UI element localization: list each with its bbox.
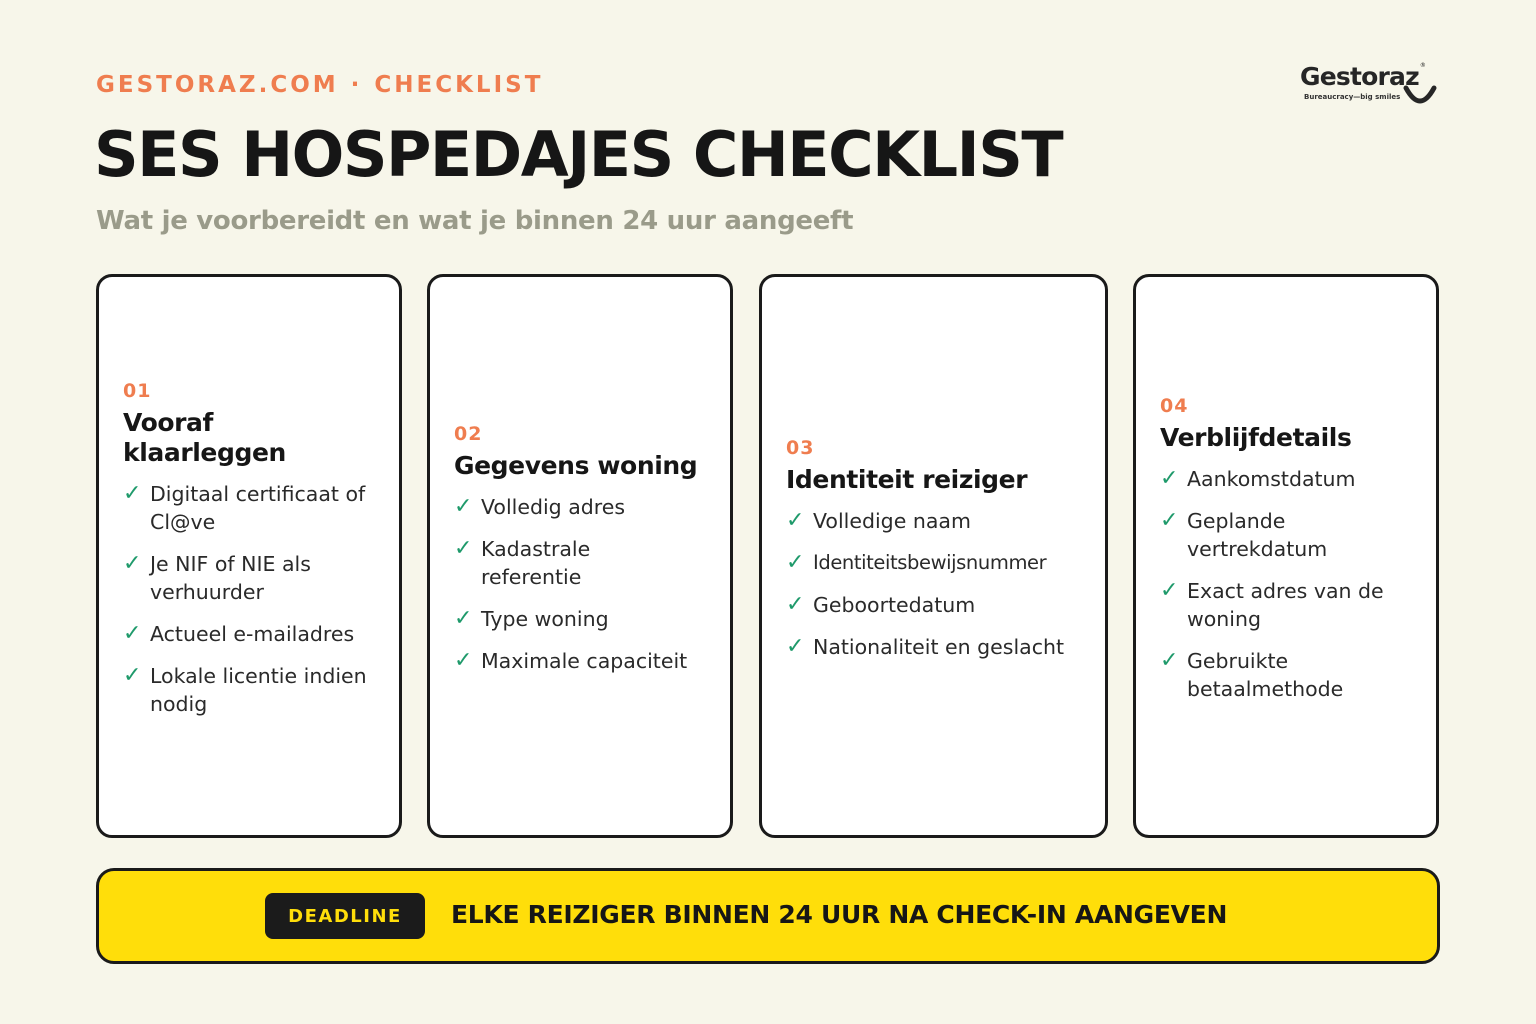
checklist-item-text: Geboortedatum bbox=[813, 593, 976, 617]
logo-registered-mark: ® bbox=[1419, 62, 1426, 69]
checklist-item bbox=[786, 591, 1091, 619]
logo-wordmark: Gestoraz bbox=[1300, 62, 1419, 91]
card-number: 04 bbox=[1160, 395, 1189, 417]
checklist-item bbox=[1160, 465, 1422, 493]
checklist-item bbox=[454, 535, 716, 591]
checklist-item-text: Aankomstdatum bbox=[1187, 467, 1356, 491]
check-icon: ✓ bbox=[1160, 578, 1179, 603]
eyebrow-site: GESTORAZ.COM bbox=[96, 72, 339, 98]
checklist-item bbox=[786, 507, 1091, 535]
checklist-item bbox=[454, 605, 716, 633]
checklist bbox=[454, 493, 716, 675]
checklist-item bbox=[1160, 577, 1422, 633]
checklist-item-text: Maximale capaciteit bbox=[481, 649, 688, 673]
checklist-item bbox=[454, 647, 716, 675]
logo-tagline: Bureaucracy—big smiles bbox=[1304, 93, 1401, 101]
checklist bbox=[123, 480, 385, 718]
check-icon: ✓ bbox=[123, 621, 142, 646]
checklist-item-text: Je NIF of NIE als verhuurder bbox=[150, 552, 311, 604]
check-icon: ✓ bbox=[1160, 648, 1179, 673]
check-icon: ✓ bbox=[123, 551, 142, 576]
deadline-banner bbox=[96, 868, 1440, 964]
checklist-item bbox=[123, 662, 385, 718]
check-icon: ✓ bbox=[1160, 508, 1179, 533]
checklist-item bbox=[786, 633, 1091, 661]
eyebrow-section: CHECKLIST bbox=[374, 72, 544, 98]
checklist-item-text: Volledig adres bbox=[481, 495, 626, 519]
check-icon: ✓ bbox=[123, 663, 142, 688]
checklist-card-4 bbox=[1133, 274, 1439, 838]
checklist-item bbox=[1160, 647, 1422, 703]
checklist-item-text: Volledige naam bbox=[813, 509, 971, 533]
checklist-item-text: Gebruikte betaalmethode bbox=[1187, 649, 1344, 701]
checklist-item bbox=[123, 620, 385, 648]
checklist-item bbox=[123, 480, 385, 536]
check-icon: ✓ bbox=[786, 634, 805, 659]
checklist-item-text: Kadastrale referentie bbox=[481, 537, 591, 589]
checklist-item-text: Actueel e-mailadres bbox=[150, 622, 355, 646]
card-number: 02 bbox=[454, 423, 483, 445]
card-title: Vooraf klaarleggen bbox=[123, 408, 286, 467]
card-number: 03 bbox=[786, 437, 815, 459]
checklist-item-text: Exact adres van de woning bbox=[1187, 579, 1384, 631]
eyebrow bbox=[96, 72, 543, 98]
check-icon: ✓ bbox=[454, 494, 473, 519]
checklist-item-text: Digitaal certificaat of Cl@ve bbox=[150, 482, 366, 534]
checklist-item-text: Geplande vertrekdatum bbox=[1187, 509, 1328, 561]
deadline-text: ELKE REIZIGER BINNEN 24 UUR NA CHECK-IN AANGEVEN bbox=[451, 900, 1228, 929]
checklist-item-text: Identiteitsbewijsnummer bbox=[813, 551, 1047, 574]
checklist-item bbox=[123, 550, 385, 606]
gestoraz-logo bbox=[1300, 62, 1442, 106]
check-icon: ✓ bbox=[454, 536, 473, 561]
checklist-item bbox=[786, 549, 1091, 577]
deadline-badge: DEADLINE bbox=[265, 893, 425, 939]
page-title: SES HOSPEDAJES CHECKLIST bbox=[94, 118, 1063, 191]
checklist-item bbox=[454, 493, 716, 521]
card-number: 01 bbox=[123, 380, 152, 402]
check-icon: ✓ bbox=[786, 592, 805, 617]
page-subtitle: Wat je voorbereidt en wat je binnen 24 uur aangeeft bbox=[96, 206, 854, 236]
checklist-card-1 bbox=[96, 274, 402, 838]
card-title: Verblijfdetails bbox=[1160, 423, 1352, 452]
check-icon: ✓ bbox=[786, 508, 805, 533]
checklist-card-2 bbox=[427, 274, 733, 838]
checklist-item bbox=[1160, 507, 1422, 563]
checklist bbox=[1160, 465, 1422, 703]
checklist-item-text: Lokale licentie indien nodig bbox=[150, 664, 367, 716]
checklist-item-text: Type woning bbox=[481, 607, 609, 631]
checklist bbox=[786, 507, 1091, 661]
check-icon: ✓ bbox=[1160, 466, 1179, 491]
card-title: Identiteit reiziger bbox=[786, 465, 1028, 494]
smile-icon bbox=[1402, 84, 1438, 106]
check-icon: ✓ bbox=[454, 606, 473, 631]
eyebrow-separator: · bbox=[350, 72, 363, 98]
check-icon: ✓ bbox=[123, 481, 142, 506]
check-icon: ✓ bbox=[786, 550, 805, 575]
checklist-card-3 bbox=[759, 274, 1108, 838]
check-icon: ✓ bbox=[454, 648, 473, 673]
checklist-item-text: Nationaliteit en geslacht bbox=[813, 635, 1065, 659]
card-title: Gegevens woning bbox=[454, 451, 698, 480]
